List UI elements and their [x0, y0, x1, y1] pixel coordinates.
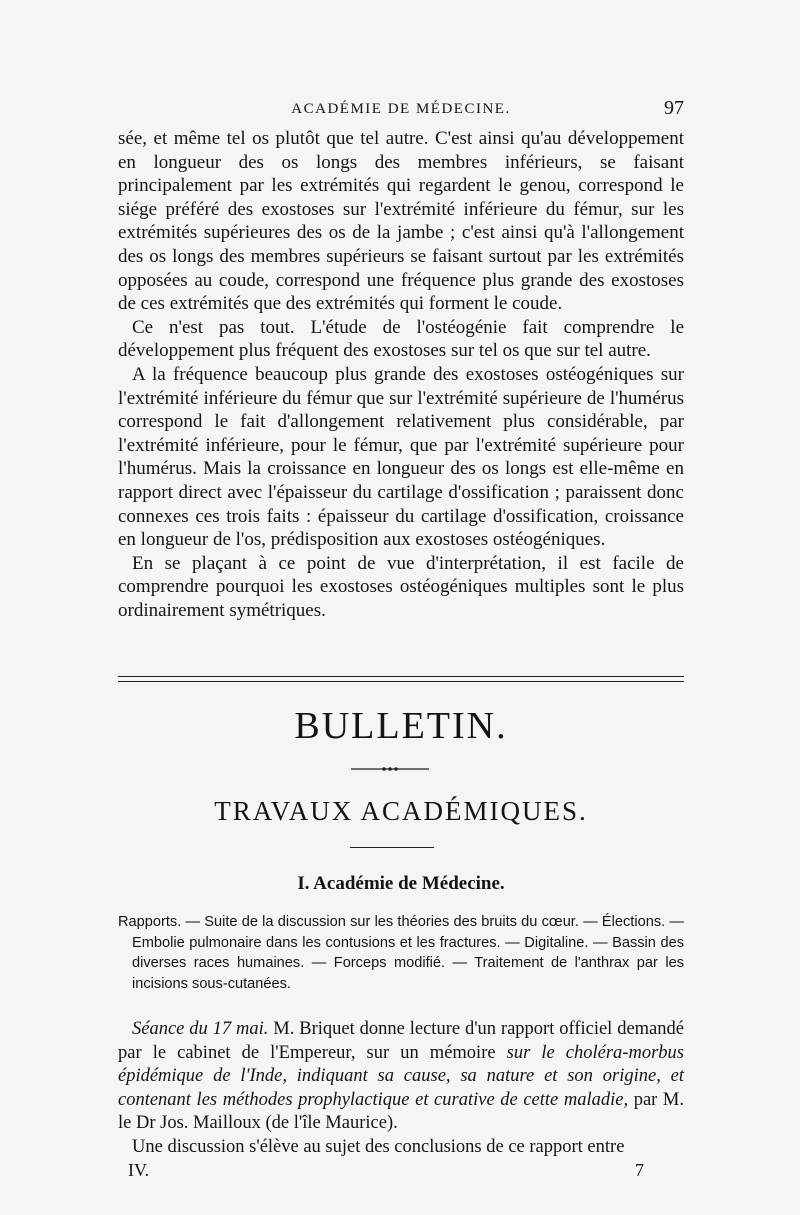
travaux-heading: TRAVAUX ACADÉMIQUES.	[214, 796, 588, 826]
running-title: ACADÉMIE DE MÉDECINE.	[291, 101, 511, 117]
seance-date: Séance du 17 mai.	[132, 1019, 269, 1039]
signature-mark: 7	[635, 1160, 644, 1180]
section-divider-rule	[118, 676, 684, 682]
seance-text-a: M. Briquet donne lecture d'un rapport officiel demandé par le cabinet de l'Empereur, sur un mémoire	[118, 1019, 684, 1063]
paragraph-4: En se plaçant à ce point de vue d'interprétation, il est facile de comprendre pourquoi les exostoses ostéogéniques multiples sont le plus ordinairement symétriques.	[118, 552, 684, 621]
seance-text-b: par M. le Dr Jos. Mailloux (de l'île Maurice).	[118, 1089, 684, 1133]
session-summary	[118, 912, 684, 994]
bulletin-heading: BULLETIN.	[294, 705, 508, 747]
paragraph-3: A la fréquence beaucoup plus grande des exostoses ostéogéniques sur l'extrémité inférieure du fémur que sur l'extrémité supérieure de l'humérus correspond le fait d'allongement relativement plus considérable, par l'extrémité inférieure, pour le fémur, que par l'extrémité supérieure pour l'humérus. Mais la croissance en longueur des os longs est elle-même en rapport direct avec l'épaisseur du cartilage d'ossification ; paraissent donc connexes ces trois faits : épaisseur du cartilage d'ossification, croissance en longueur de l'os, prédisposition aux exostoses ostéogéniques.	[118, 363, 684, 551]
volume-mark: IV.	[128, 1160, 150, 1180]
paragraph-1: sée, et même tel os plutôt que tel autre. C'est ainsi qu'au développement en longueur des os longs des membres inférieurs, se faisant principalement par les extrémités qui regardent le genou, correspond le siége préféré des exostoses sur l'extrémité inférieure du fémur, sur les extrémités supérieures des os de la jambe ; c'est ainsi qu'à l'allongement des os longs des membres supérieurs se faisant surtout par les extrémités opposées au coude, correspond une fréquence plus grande des exostoses de ces extrémités que des extrémités qui forment le coude.	[118, 128, 684, 315]
short-rule	[350, 847, 434, 848]
memoir-title: sur le choléra-morbus épidémique de l'Inde, indiquant sa cause, sa nature et son origine, et contenant les méthodes prophylactique et curative de cette maladie,	[118, 1042, 684, 1110]
seance-paragraph-2: Une discussion s'élève au sujet des conclusions de ce rapport entre	[132, 1136, 625, 1157]
page-footer	[118, 1160, 684, 1184]
summary-text: Rapports. — Suite de la discussion sur les théories des bruits du cœur. — Élections. — Embolie pulmonaire dans les contusions et les fractures. — Digitaline. — Bassin des diverses races humaines. — Forceps modifié. — Traitement de l'anthrax par les incisions sous-cutanées.	[118, 914, 684, 992]
seance-paragraph-1	[118, 1018, 684, 1136]
page-number: 97	[664, 97, 684, 119]
section-title: I. Académie de Médecine.	[297, 873, 505, 894]
running-header	[118, 97, 684, 125]
seance-report	[118, 1018, 684, 1159]
paragraph-2: Ce n'est pas tout. L'étude de l'ostéogénie fait comprendre le développement plus fréquent des exostoses sur tel os que sur tel autre.	[118, 316, 684, 362]
article-body	[118, 127, 684, 622]
ornament-rule	[351, 767, 429, 771]
